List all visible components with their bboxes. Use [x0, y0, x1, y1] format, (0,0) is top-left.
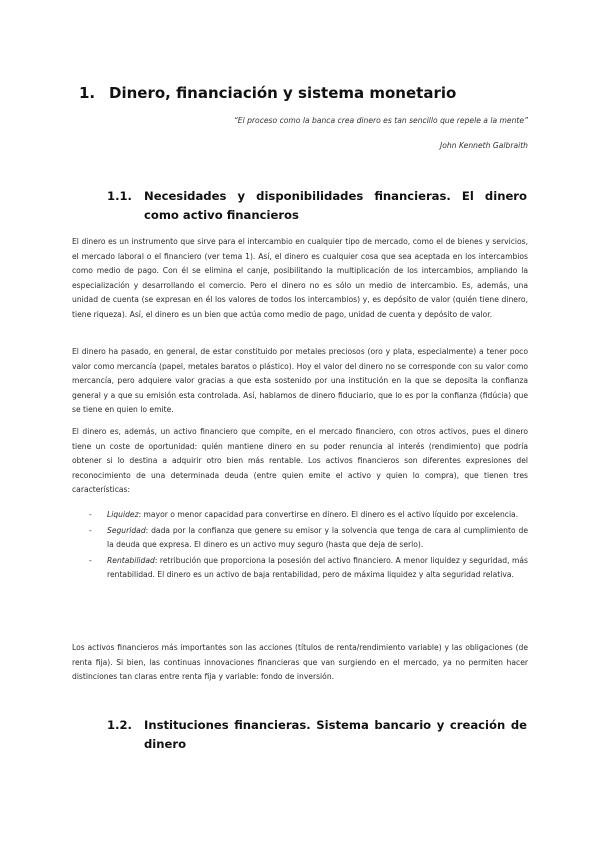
list-item [89, 524, 528, 553]
paragraph: Los activos financieros más importantes son las acciones (títulos de renta/rendimiento variable) y las obligaciones (de renta fija). Si bien, las continuas innovaciones financieras que van surgiendo en el mercado, ya no permiten hacer distinciones tan claras entre renta fija y variable: fondo de inversión. [72, 643, 528, 681]
paragraph: El dinero ha pasado, en general, de estar constituido por metales preciosos (oro y plata, especialmente) a tener poco valor como mercancía (papel, metales baratos o plástico). Hoy el valor del dinero no se corresponde con su valor como mercancía, pero adquiere valor gracias a que esta sostenido por una institución en la que se deposita la confianza general y a que su emisión esta controlada. Así, hablamos de dinero fiduciario, que lo es por la confianza (fidúcia) que se tiene en quien lo emite. [72, 347, 528, 414]
list-term: Rentabilidad [107, 555, 155, 565]
list-item [89, 508, 528, 523]
chapter-title: Dinero, financiación y sistema monetario [109, 84, 457, 102]
epigraph-quote: “El proceso como la banca crea dinero es tan sencillo que repele a la mente” [233, 116, 528, 125]
section-heading-1-2 [107, 716, 527, 754]
list-dash: - [89, 555, 92, 565]
list-text: : mayor o menor capacidad para convertirse en dinero. El dinero es el activo líquido por excelencia. [138, 510, 519, 519]
section-number: 1.2. [107, 718, 132, 732]
list-text: : retribución que proporciona la posesión del activo financiero. A menor liquidez y seguridad, más rentabilidad. El dinero es un activo de baja rentabilidad, pero de máxima liquidez y alta seguridad relativa. [107, 555, 528, 579]
section-heading-1-1 [107, 187, 527, 225]
characteristics-list [89, 508, 528, 584]
epigraph-author: John Kenneth Galbraith [440, 141, 528, 150]
section-number: 1.1. [107, 189, 132, 203]
list-term: Liquidez [107, 510, 139, 519]
list-term: Seguridad [107, 525, 146, 535]
section-title: Necesidades y disponibilidades financieras. El dinero como activo financieros [144, 189, 527, 222]
chapter-number: 1. [79, 84, 96, 102]
section-title: Instituciones financieras. Sistema bancario y creación de dinero [144, 718, 527, 751]
list-dash: - [89, 525, 92, 535]
paragraph: El dinero es un instrumento que sirve para el intercambio en cualquier tipo de mercado, como el de bienes y servicios, el mercado laboral o el financiero (ver tema 1). Así, el dinero es cualquier cosa que sea aceptada en los intercambios como medio de pago. Con él se elimina el canje, posibilitando la multiplicación de los intercambios, ampliando la especialización y desarrollando el comercio. Pero el dinero no es sólo un medio de intercambio. Es, además, una unidad de cuenta (se expresan en él los valores de todos los intercambios) y, es depósito de valor (quién tiene dinero, tiene riqueza). Así, el dinero es un bien que actúa como medio de pago, unidad de cuenta y depósito de valor. [72, 237, 528, 319]
list-dash: - [89, 510, 92, 519]
list-text: : dada por la confianza que genere su emisor y la solvencia que tenga de cara al cumplimiento de la deuda que expresa. El dinero es un activo muy seguro (hasta que deja de serlo). [107, 525, 528, 549]
paragraph: El dinero es, además, un activo financiero que compite, en el mercado financiero, con otros activos, pues el dinero tiene un coste de oportunidad: quién mantiene dinero en su poder renuncia al interés (rendimiento) que podría obtener si lo destina a adquirir otro bien más rentable. Los activos financieros son diferentes expresiones del reconocimiento de una determinada deuda (entre quien emite el activo y quien lo compra), que tienen tres características: [72, 427, 528, 494]
list-item [89, 554, 528, 583]
chapter-heading [79, 84, 456, 102]
